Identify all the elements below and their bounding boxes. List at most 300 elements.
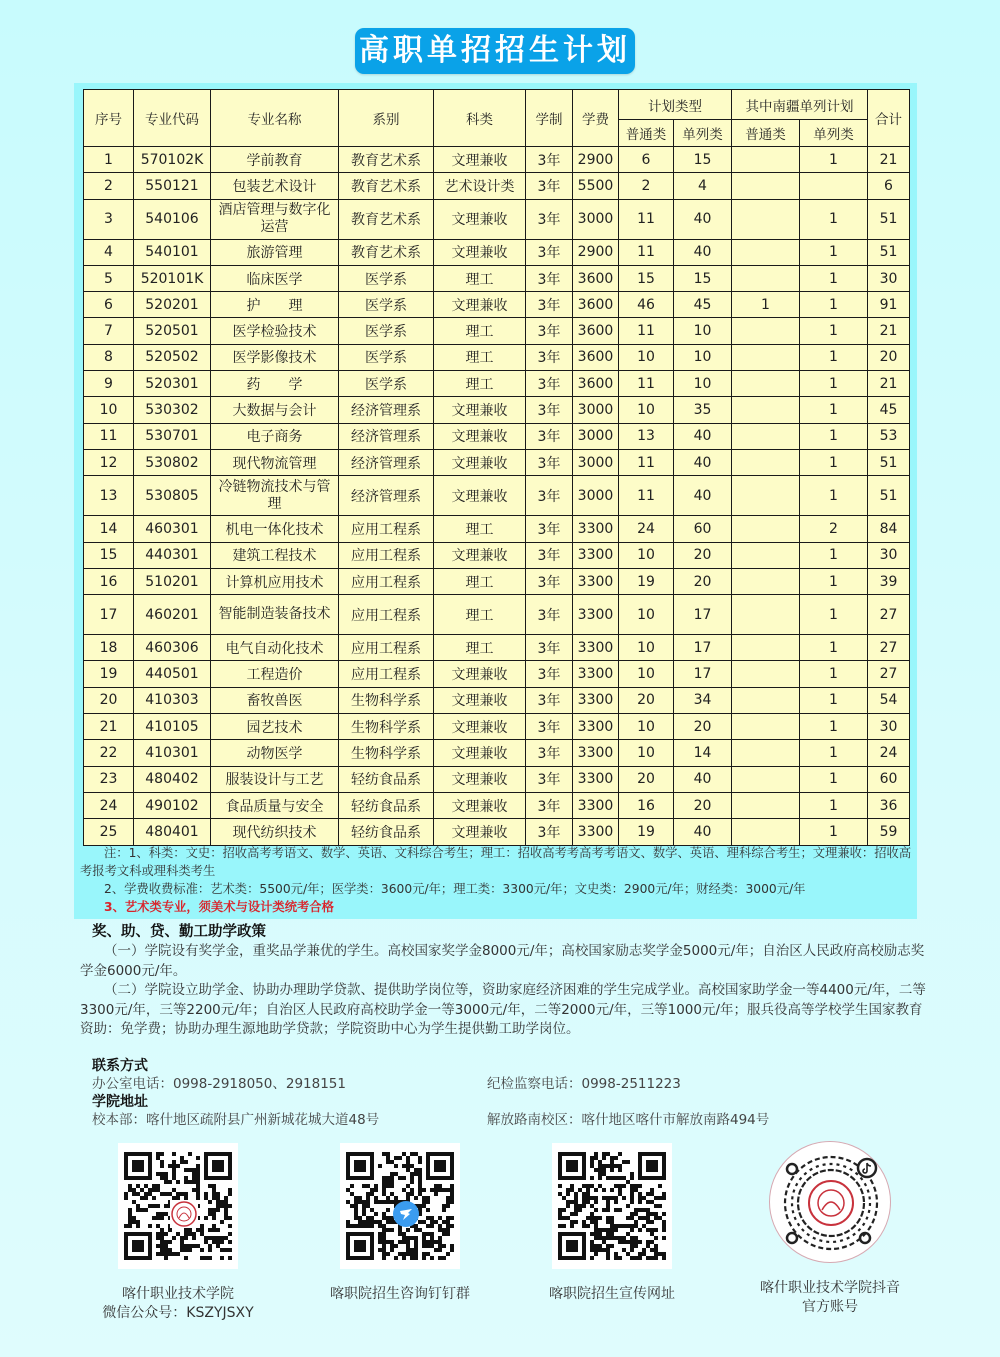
cell-seq: 24 [84,792,134,818]
table-row [84,371,910,397]
cell-fee: 3600 [573,344,619,370]
qr-label-sub: 官方账号 [802,1299,858,1315]
cell-dept: 医学系 [339,344,434,370]
cell-name: 动物医学 [211,740,339,766]
cell-seq: 11 [84,423,134,449]
cell-code: 530805 [134,476,211,516]
header-name: 专业名称 [211,90,339,147]
cell-fee: 3300 [573,595,619,635]
cell-sx-general [732,661,800,687]
cell-dept: 经济管理系 [339,449,434,475]
cell-seq: 3 [84,199,134,239]
qr-dingtalk[interactable] [300,1143,500,1304]
cell-separate: 45 [674,292,732,318]
cell-general: 11 [619,476,674,516]
cell-total: 53 [868,423,910,449]
cell-dept: 应用工程系 [339,661,434,687]
cell-sx-general [732,542,800,568]
cell-fee: 3000 [573,199,619,239]
cell-name: 大数据与会计 [211,397,339,423]
cell-total: 51 [868,239,910,265]
cell-duration: 3年 [526,687,573,713]
cell-seq: 20 [84,687,134,713]
cell-general: 15 [619,265,674,291]
cell-sx-general [732,516,800,542]
cell-fee: 3300 [573,740,619,766]
table-row [84,792,910,818]
table-row [84,740,910,766]
cell-sx-separate: 1 [800,371,868,397]
table-row [84,147,910,173]
cell-sx-separate: 1 [800,292,868,318]
note-line-3: 3、艺术类专业，须美术与设计类统考合格 [104,900,334,914]
page-title: 高职单招招生计划 [355,28,635,74]
cell-sx-general [732,449,800,475]
cell-name: 服装设计与工艺 [211,766,339,792]
cell-name: 包装艺术设计 [211,173,339,199]
cell-total: 6 [868,173,910,199]
table-body [84,147,910,846]
cell-duration: 3年 [526,635,573,661]
cell-sx-separate: 1 [800,635,868,661]
header-duration: 学制 [526,90,573,147]
cell-name: 现代纺织技术 [211,819,339,845]
cell-separate: 20 [674,714,732,740]
cell-category: 文理兼收 [434,397,526,423]
cell-name: 机电一体化技术 [211,516,339,542]
cell-seq: 16 [84,568,134,594]
qr-douyin[interactable] [740,1141,920,1317]
cell-category: 文理兼收 [434,714,526,740]
cell-sx-general [732,595,800,635]
cell-code: 460201 [134,595,211,635]
cell-sx-separate [800,173,868,199]
cell-sx-separate: 1 [800,792,868,818]
cell-fee: 3000 [573,449,619,475]
cell-separate: 40 [674,239,732,265]
cell-sx-separate: 1 [800,344,868,370]
cell-name: 食品质量与安全 [211,792,339,818]
cell-dept: 经济管理系 [339,423,434,449]
cell-dept: 轻纺食品系 [339,766,434,792]
table-row [84,449,910,475]
cell-general: 19 [619,819,674,845]
cell-fee: 3300 [573,687,619,713]
cell-seq: 12 [84,449,134,475]
cell-fee: 3000 [573,397,619,423]
cell-total: 20 [868,344,910,370]
cell-dept: 轻纺食品系 [339,792,434,818]
cell-seq: 18 [84,635,134,661]
cell-dept: 经济管理系 [339,397,434,423]
cell-general: 16 [619,792,674,818]
cell-sx-separate: 1 [800,661,868,687]
cell-separate: 60 [674,516,732,542]
qr-label-sub: 微信公众号：KSZYJSXY [102,1305,254,1321]
cell-sx-separate: 1 [800,199,868,239]
table-row [84,568,910,594]
cell-separate: 10 [674,371,732,397]
cell-category: 文理兼收 [434,819,526,845]
cell-code: 540106 [134,199,211,239]
cell-duration: 3年 [526,449,573,475]
cell-general: 19 [619,568,674,594]
cell-sx-general [732,397,800,423]
table-row [84,423,910,449]
cell-category: 文理兼收 [434,199,526,239]
cell-name: 旅游管理 [211,239,339,265]
cell-duration: 3年 [526,542,573,568]
cell-separate: 20 [674,568,732,594]
main-campus-address: 校本部：喀什地区疏附县广州新城花城大道48号 [92,1112,380,1128]
cell-seq: 6 [84,292,134,318]
cell-sx-general [732,265,800,291]
cell-fee: 3300 [573,661,619,687]
cell-total: 59 [868,819,910,845]
cell-duration: 3年 [526,714,573,740]
cell-separate: 17 [674,635,732,661]
cell-name: 电子商务 [211,423,339,449]
cell-sx-separate: 1 [800,397,868,423]
table-row [84,766,910,792]
cell-separate: 40 [674,199,732,239]
cell-sx-general [732,635,800,661]
cell-category: 理工 [434,265,526,291]
cell-general: 11 [619,318,674,344]
cell-seq: 13 [84,476,134,516]
cell-sx-general [732,199,800,239]
cell-category: 艺术设计类 [434,173,526,199]
cell-general: 10 [619,661,674,687]
cell-sx-general [732,423,800,449]
cell-code: 440501 [134,661,211,687]
cell-duration: 3年 [526,819,573,845]
qr-website[interactable] [527,1143,697,1304]
cell-code: 520502 [134,344,211,370]
cell-code: 530802 [134,449,211,475]
cell-separate: 35 [674,397,732,423]
cell-seq: 9 [84,371,134,397]
header-category: 科类 [434,90,526,147]
cell-fee: 3600 [573,265,619,291]
cell-dept: 教育艺术系 [339,173,434,199]
cell-total: 27 [868,595,910,635]
cell-total: 51 [868,449,910,475]
cell-sx-general [732,766,800,792]
cell-category: 文理兼收 [434,449,526,475]
cell-code: 480401 [134,819,211,845]
cell-dept: 医学系 [339,371,434,397]
cell-sx-separate: 1 [800,265,868,291]
cell-fee: 3600 [573,371,619,397]
cell-code: 410301 [134,740,211,766]
cell-category: 理工 [434,344,526,370]
cell-duration: 3年 [526,661,573,687]
cell-seq: 19 [84,661,134,687]
cell-fee: 2900 [573,239,619,265]
cell-sx-general [732,147,800,173]
cell-total: 60 [868,766,910,792]
cell-name: 工程造价 [211,661,339,687]
cell-separate: 14 [674,740,732,766]
cell-fee: 3600 [573,318,619,344]
cell-category: 理工 [434,516,526,542]
cell-general: 10 [619,595,674,635]
table-row [84,819,910,845]
cell-total: 30 [868,265,910,291]
cell-separate: 40 [674,476,732,516]
cell-name: 药 学 [211,371,339,397]
cell-fee: 3300 [573,792,619,818]
cell-separate: 10 [674,318,732,344]
cell-name: 电气自动化技术 [211,635,339,661]
cell-category: 理工 [434,635,526,661]
cell-fee: 3300 [573,635,619,661]
cell-sx-general [732,568,800,594]
cell-sx-separate: 1 [800,147,868,173]
cell-code: 460301 [134,516,211,542]
table-row [84,318,910,344]
cell-category: 文理兼收 [434,792,526,818]
cell-name: 护 理 [211,292,339,318]
table-row [84,476,910,516]
cell-fee: 5500 [573,173,619,199]
cell-total: 27 [868,635,910,661]
header-code: 专业代码 [134,90,211,147]
cell-category: 理工 [434,568,526,594]
cell-sx-general [732,792,800,818]
enrollment-plan-table [83,89,910,846]
cell-seq: 15 [84,542,134,568]
table-row [84,661,910,687]
cell-code: 540101 [134,239,211,265]
table-notes [80,844,912,916]
qr-code-douyin-icon[interactable] [769,1141,891,1263]
address-heading: 学院地址 [92,1094,148,1110]
cell-code: 550121 [134,173,211,199]
cell-duration: 3年 [526,516,573,542]
cell-name: 智能制造装备技术 [211,595,339,635]
cell-general: 11 [619,199,674,239]
cell-seq: 7 [84,318,134,344]
header-seq: 序号 [84,90,134,147]
cell-category: 文理兼收 [434,766,526,792]
cell-sx-general [732,476,800,516]
cell-code: 570102K [134,147,211,173]
cell-dept: 轻纺食品系 [339,819,434,845]
cell-fee: 3600 [573,292,619,318]
cell-total: 51 [868,199,910,239]
cell-category: 文理兼收 [434,292,526,318]
cell-code: 460306 [134,635,211,661]
cell-name: 医学检验技术 [211,318,339,344]
header-dept: 系别 [339,90,434,147]
cell-category: 文理兼收 [434,542,526,568]
cell-dept: 教育艺术系 [339,199,434,239]
cell-category: 文理兼收 [434,661,526,687]
table-row [84,397,910,423]
cell-seq: 4 [84,239,134,265]
cell-separate: 17 [674,595,732,635]
cell-sx-general: 1 [732,292,800,318]
cell-duration: 3年 [526,595,573,635]
cell-fee: 3300 [573,542,619,568]
cell-separate: 20 [674,792,732,818]
cell-name: 园艺技术 [211,714,339,740]
cell-sx-separate: 1 [800,766,868,792]
cell-total: 21 [868,371,910,397]
qr-code-dingtalk-icon[interactable] [340,1143,460,1269]
cell-sx-general [732,740,800,766]
cell-sx-general [732,344,800,370]
cell-total: 54 [868,687,910,713]
note-line-1: 注：1、科类：文史：招收高考考语文、数学、英语、文科综合考生；理工：招收高考考高考考语文、数学、英语、理科综合考生；文理兼收：招收高考报考文科或理科类考生 [80,846,912,878]
cell-dept: 医学系 [339,265,434,291]
cell-total: 91 [868,292,910,318]
cell-separate: 10 [674,344,732,370]
cell-sx-separate: 1 [800,542,868,568]
header-general: 普通类 [619,120,674,147]
cell-sx-separate: 1 [800,819,868,845]
cell-code: 440301 [134,542,211,568]
office-phone: 办公室电话：0998-2918050、2918151 [92,1076,346,1092]
cell-dept: 经济管理系 [339,476,434,516]
cell-general: 13 [619,423,674,449]
cell-general: 10 [619,344,674,370]
table-row [84,542,910,568]
cell-sx-separate: 1 [800,714,868,740]
cell-sx-separate: 1 [800,740,868,766]
cell-general: 2 [619,173,674,199]
cell-seq: 10 [84,397,134,423]
cell-seq: 25 [84,819,134,845]
cell-separate: 40 [674,766,732,792]
cell-seq: 21 [84,714,134,740]
cell-general: 20 [619,766,674,792]
cell-general: 20 [619,687,674,713]
cell-duration: 3年 [526,371,573,397]
cell-total: 27 [868,661,910,687]
table-row [84,199,910,239]
cell-code: 410303 [134,687,211,713]
cell-dept: 教育艺术系 [339,147,434,173]
cell-seq: 23 [84,766,134,792]
cell-dept: 生物科学系 [339,687,434,713]
cell-name: 现代物流管理 [211,449,339,475]
table-row [84,239,910,265]
cell-general: 6 [619,147,674,173]
cell-code: 510201 [134,568,211,594]
cell-fee: 3300 [573,819,619,845]
cell-sx-separate: 1 [800,423,868,449]
cell-duration: 3年 [526,423,573,449]
cell-name: 建筑工程技术 [211,542,339,568]
cell-fee: 3000 [573,476,619,516]
cell-category: 文理兼收 [434,687,526,713]
cell-sx-separate: 1 [800,318,868,344]
cell-category: 文理兼收 [434,740,526,766]
cell-dept: 应用工程系 [339,516,434,542]
cell-code: 520501 [134,318,211,344]
cell-total: 30 [868,714,910,740]
cell-general: 11 [619,239,674,265]
cell-dept: 医学系 [339,318,434,344]
cell-sx-separate: 1 [800,449,868,475]
discipline-phone: 纪检监察电话：0998-2511223 [487,1076,681,1092]
cell-sx-general [732,318,800,344]
cell-code: 490102 [134,792,211,818]
header-fee: 学费 [573,90,619,147]
cell-seq: 17 [84,595,134,635]
financial-aid-policy [80,922,930,1040]
qr-pattern-icon [558,1151,666,1261]
cell-sx-separate: 1 [800,568,868,594]
cell-separate: 20 [674,542,732,568]
cell-sx-separate: 1 [800,595,868,635]
cell-category: 文理兼收 [434,476,526,516]
cell-category: 理工 [434,371,526,397]
cell-code: 520301 [134,371,211,397]
cell-code: 530701 [134,423,211,449]
cell-duration: 3年 [526,318,573,344]
school-emblem-icon [164,1192,192,1220]
table-row [84,344,910,370]
cell-duration: 3年 [526,740,573,766]
enrollment-plan-panel [74,83,917,919]
qr-label: 喀什职业技术学院 [122,1286,234,1302]
header-sx-general: 普通类 [732,120,800,147]
table-row [84,635,910,661]
cell-duration: 3年 [526,344,573,370]
qr-wechat[interactable] [93,1143,263,1323]
cell-code: 520201 [134,292,211,318]
cell-sx-general [732,239,800,265]
cell-separate: 4 [674,173,732,199]
qr-code-wechat-icon[interactable] [118,1143,238,1269]
cell-seq: 5 [84,265,134,291]
cell-dept: 教育艺术系 [339,239,434,265]
cell-fee: 2900 [573,147,619,173]
cell-category: 文理兼收 [434,239,526,265]
qr-code-website-icon[interactable] [552,1143,672,1269]
cell-general: 10 [619,635,674,661]
cell-duration: 3年 [526,766,573,792]
cell-separate: 40 [674,423,732,449]
cell-sx-general [732,371,800,397]
cell-sx-separate: 1 [800,476,868,516]
header-plan-type: 计划类型 [619,90,732,120]
cell-general: 10 [619,740,674,766]
cell-duration: 3年 [526,265,573,291]
cell-total: 45 [868,397,910,423]
cell-duration: 3年 [526,199,573,239]
policy-paragraph-1: （一）学院设有奖学金，重奖品学兼优的学生。高校国家奖学金8000元/年；高校国家励志奖学金5000元/年；自治区人民政府高校励志奖学金6000元/年。 [80,943,925,979]
cell-fee: 3300 [573,714,619,740]
cell-separate: 15 [674,147,732,173]
cell-separate: 15 [674,265,732,291]
cell-name: 畜牧兽医 [211,687,339,713]
cell-dept: 应用工程系 [339,595,434,635]
cell-sx-general [732,714,800,740]
table-row [84,595,910,635]
cell-category: 文理兼收 [434,147,526,173]
cell-dept: 应用工程系 [339,635,434,661]
policy-paragraph-2: （二）学院设立助学金、协助办理助学贷款、提供助学岗位等，资助家庭经济困难的学生完成学业。高校国家助学金一等4400元/年，二等3300元/年，三等2200元/年；自治区人民政府高校助学金一等3000元/年，二等2000元/年，三等1000元/年；服兵役高等学校学生国家教育资助：免学费；协助办理生源地助学贷款；学院资助中心为学生提供勤工助学岗位。 [80,982,926,1037]
cell-total: 36 [868,792,910,818]
table-row [84,292,910,318]
cell-duration: 3年 [526,397,573,423]
cell-sx-separate: 1 [800,239,868,265]
